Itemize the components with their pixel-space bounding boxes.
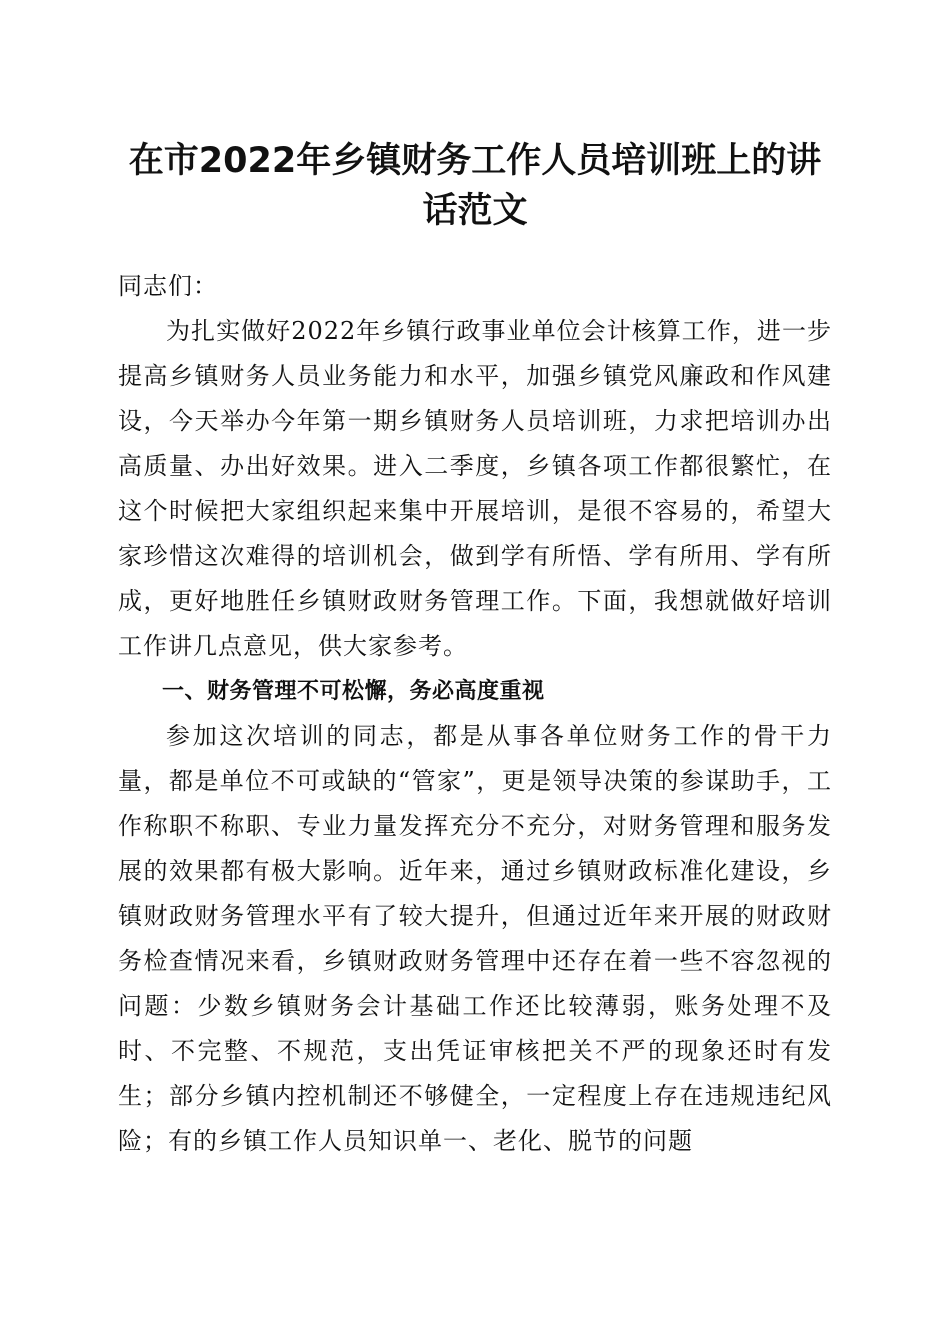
document-body <box>118 264 832 1164</box>
intro-paragraph: 为扎实做好2022年乡镇行政事业单位会计核算工作，进一步提高乡镇财务人员业务能力和水平，加强乡镇党风廉政和作风建设，今天举办今年第一期乡镇财务人员培训班，力求把培训办出高质量、办出好效果。进入二季度，乡镇各项工作都很繁忙，在这个时候把大家组织起来集中开展培训，是很不容易的，希望大家珍惜这次难得的培训机会，做到学有所悟、学有所用、学有所成，更好地胜任乡镇财政财务管理工作。下面，我想就做好培训工作讲几点意见，供大家参考。 <box>118 317 832 660</box>
section-1-paragraph: 参加这次培训的同志，都是从事各单位财务工作的骨干力量，都是单位不可或缺的“管家”，更是领导决策的参谋助手，工作称职不称职、专业力量发挥充分不充分，对财务管理和服务发展的效果都有极大影响。近年来，通过乡镇财政标准化建设，乡镇财政财务管理水平有了较大提升，但通过近年来开展的财政财务检查情况来看，乡镇财政财务管理中还存在着一些不容忽视的问题：少数乡镇财务会计基础工作还比较薄弱，账务处理不及时、不完整、不规范，支出凭证审核把关不严的现象还时有发生；部分乡镇内控机制还不够健全，一定程度上存在违规违纪风险；有的乡镇工作人员知识单一、老化、脱节的问题 <box>118 722 832 1155</box>
document-title: 在市2022年乡镇财务工作人员培训班上的讲话范文 <box>128 141 822 231</box>
salutation: 同志们： <box>118 272 218 300</box>
section-heading-1: 一、财务管理不可松懈，务必高度重视 <box>162 679 545 704</box>
